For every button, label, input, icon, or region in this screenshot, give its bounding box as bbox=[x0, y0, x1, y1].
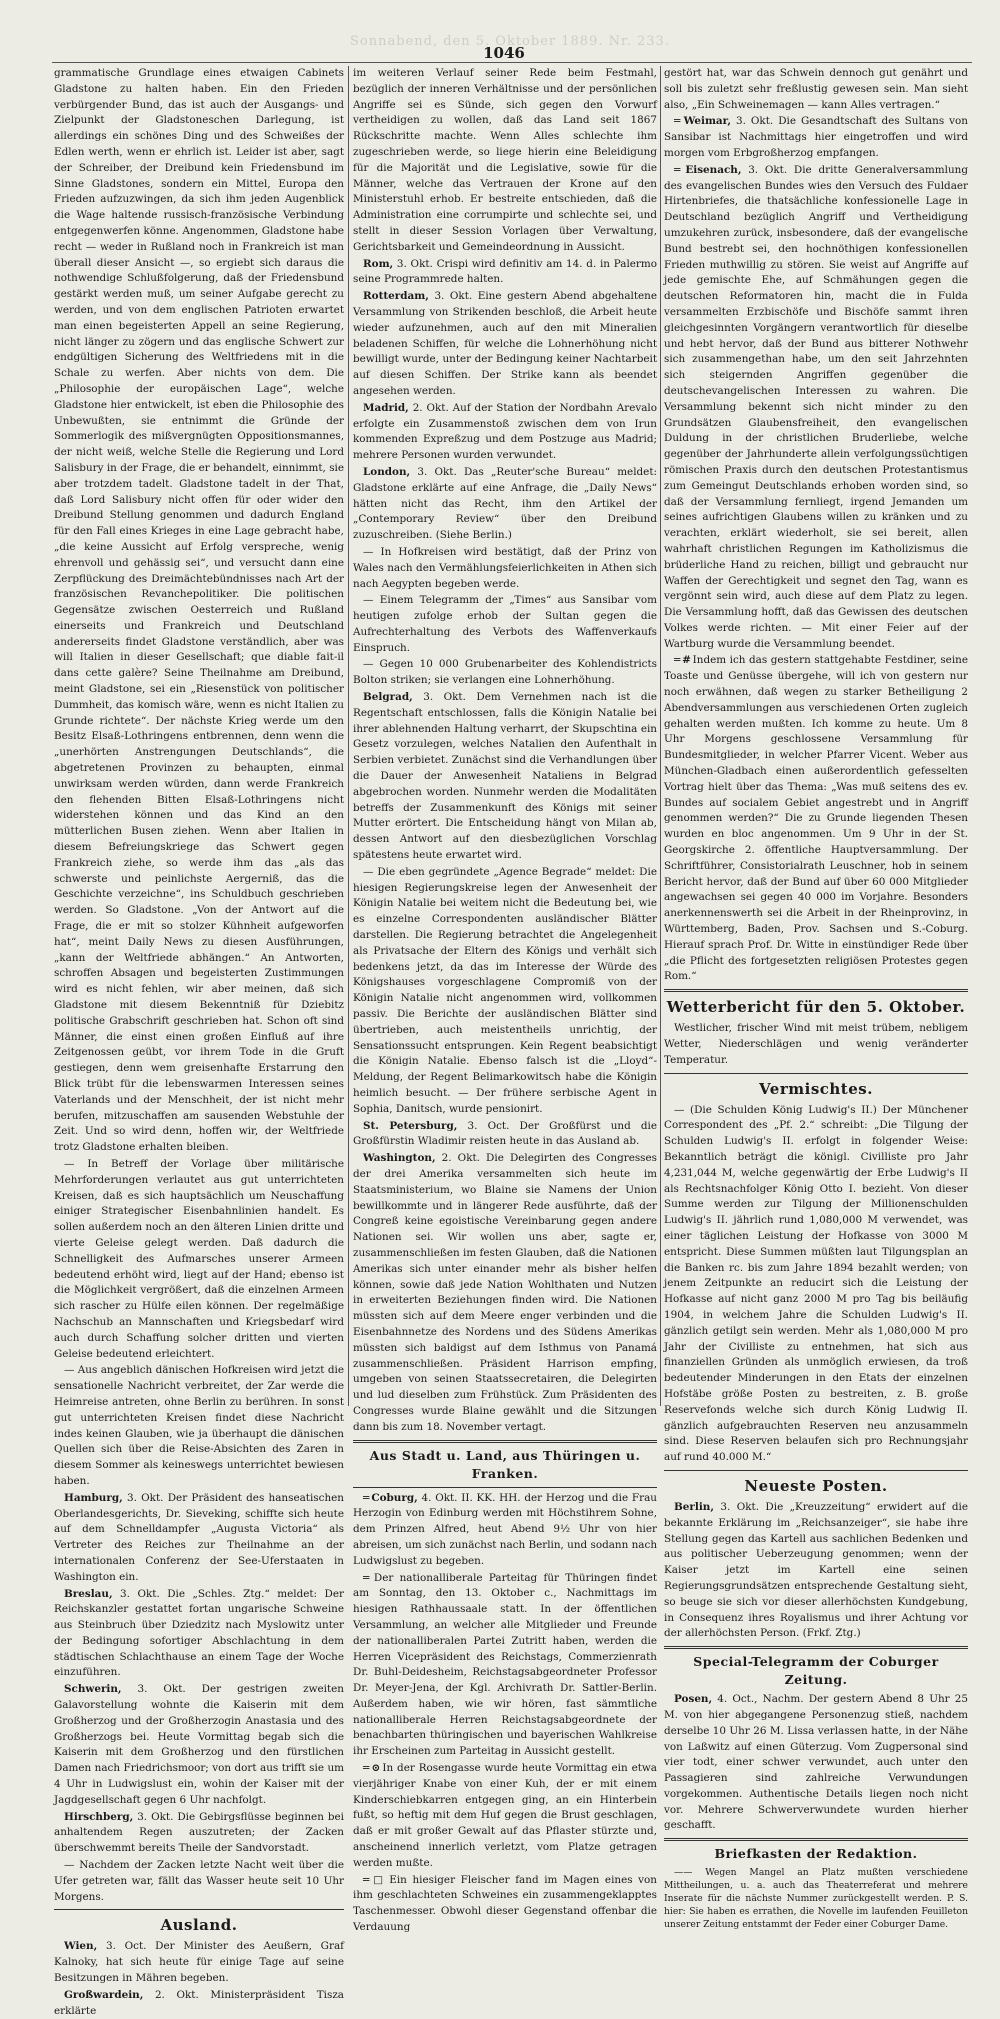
news-item: ═ # Indem ich das gestern stattgehabte Festdiner, seine Toaste und Genüsse übergehe, will ich von gestern nur noch erwähnen, daß wegen zu starker Betheiligung 2 Abendversammlungen aus verschiedenen Orten zugleich gehalten werden mußten. Ich komme zu heute. Um 8 Uhr Morgens geschlossene Versammlung für Bundesmitglieder, in welcher Pfarrer Vicent. Weber aus München-Gladbach einen außerordentlich gefesselten Vortrag hielt über das Thema: „Was muß seitens des ev. Bundes auf socialem Gebiet angestrebt und in Angriff genommen werden?“ Die zu Grunde liegenden Thesen wurden en bloc angenommen. Um 9 Uhr in der St. Georgskirche 2. öffentliche Hauptversammlung. Der Schriftführer, Consistorialrath Leuschner, hob in seinem Bericht hervor, daß der Bund auf über 60 000 Mitglieder angewachsen sei gegen 40 000 im Vorjahre. Besonders anerkennenswerth sei die Arbeit in der Rheinprovinz, in Württemberg, Baden, Prov. Sachsen und S.-Coburg. Hierauf sprach Prof. Dr. Witte in einstündiger Rede über „die Pflicht des fortgesetzten religiösen Protestes gegen Rom.“ bbox=[664, 654, 968, 983]
dateline: Posen, bbox=[674, 1693, 713, 1706]
dateline: Berlin, bbox=[674, 1500, 714, 1513]
separator-mark: ═ # bbox=[674, 654, 693, 667]
column-1 bbox=[54, 66, 344, 2017]
page-header bbox=[0, 0, 1000, 60]
section-rule bbox=[664, 1470, 968, 1471]
article-paragraph: — (Die Schulden König Ludwig's II.) Der Münchener Correspondent des „Pf. 2.“ schreibt: „Die Tilgung der Schulden Ludwig's II. erfolgt in folgender Weise: Bekanntlich beträgt die königl. Civilliste pro Jahr 4,231,044 M, welche gegenwärtig der Erbe Ludwig's II als Rechtsnachfolger König Otto I. bezieht. Von dieser Summe werden zur Tilgung der Millionenschulden Ludwig's II. jährlich rund 1,080,000 M verwendet, was einer täglichen Leistung der Hofkasse von 3000 M entspricht. Diese Summen müßten laut Tilgungsplan an die Banken rc. bis zum Jahre 1894 bezahlt werden; von jenem Zeitpunkte an reducirt sich die Leistung der Hofkasse auf nicht ganz 2000 M pro Tag bis beiläufig 1904, in welchem Jahre die Schulden Ludwig's II. gänzlich getilgt sein werden. Mehr als 1,080,000 M pro Jahr der Civilliste zu entnehmen, hat sich aus finanziellen Gründen als unmöglich erwiesen, da troß bedeutender Minderungen in den Etats der einzelnen Hofstäbe größe Posten zu bestreiten, z. B. große Reservefonds welche sich durch König Ludwig II. gänzlich aufgebrauchten Reserven neu anzusammeln sind. Diese Reserven belaufen sich pro Rechnungsjahr auf rund 40.000 M.“ bbox=[664, 1103, 968, 1464]
column-divider bbox=[660, 66, 661, 1406]
section-heading-news: Neueste Posten. bbox=[744, 1476, 888, 1495]
section-heading-weather: Wetterbericht für den 5. Oktober. bbox=[666, 998, 966, 1017]
section-heading-ausland: Ausland. bbox=[160, 1916, 238, 1935]
section-rule bbox=[664, 989, 968, 992]
dateline: Weimar, bbox=[683, 115, 732, 128]
separator-mark: ═ bbox=[674, 115, 684, 128]
news-item: Madrid, 2. Okt. Auf der Station der Nordbahn Arevalo erfolgte ein Zusammenstoß zwischen dem von Irun kommenden Expreßzug und dem Postzuge aus Madrid; mehrere Personen wurden verwundet. bbox=[353, 401, 657, 462]
dateline: Hirschberg, bbox=[64, 1810, 134, 1823]
dateline: Eisenach, bbox=[685, 163, 742, 176]
section-heading-misc: Vermischtes. bbox=[759, 1079, 873, 1098]
news-item: ═ ⊙ In der Rosengasse wurde heute Vormittag ein etwa vierjähriger Knabe von einer Kuh, der er mit einem Kinderschiebkarren entgegen ging, an ein Hinterbein fußt, so heftig mit dem Huf gegen die Brust geschlagen, daß er mit großer Gewalt auf das Pflaster stürzte und, anscheinend innerlich verletzt, vom Platze getragen werden mußte. bbox=[353, 1762, 658, 1869]
section-rule bbox=[353, 1487, 657, 1488]
news-item: Breslau, 3. Okt. Die „Schles. Ztg.“ meldet: Der Reichskanzler gestattet fortan ungarische Schweine aus Steinbruch über Dziedzitz nach Myslowitz unter der Bedingung sofortiger Abschlachtung in dem städtischen Schlachthause an einem Tage der Woche einzuführen. bbox=[54, 1587, 344, 1679]
section-heading-telegram: Special-Telegramm der Coburger Zeitung. bbox=[693, 1654, 939, 1688]
news-item: Washington, 2. Okt. Die Delegirten des Congresses der drei Amerika versammelten sich heute im Staatsministerium, wo Blaine sie Namens der Union bewillkommte und in längerer Rede ausführte, daß der Congreß keine egoistische Vereinbarung gegen andere Nationen sei. Wir wollen uns aber, sagte er, zusammenschließen im festen Glauben, daß die Nationen Amerikas sich unter einander mehr als bisher helfen können, sowie daß jede Nation Wohlthaten und Nutzen in erweiterten Beziehungen finden wird. Die Nationen müssten sich auf dem Meere enger verbinden und die Eisenbahnnetze des Nordens und des Südens Amerikas müssten sich baldigst auf dem Isthmus von Panamá zusammenschließen. Präsident Harrison empfing, umgeben von seinen Staatssecretairen, die Delegirten und lud dieselben zum Frühstück. Zum Präsidenten des Congresses wurde Blaine gewählt und die Sitzungen dann bis zum 18. November vertagt. bbox=[353, 1152, 657, 1433]
news-item: Rom, 3. Okt. Crispi wird definitiv am 14. d. in Palermo seine Programmrede halten. bbox=[353, 257, 657, 286]
column-divider bbox=[348, 66, 349, 1406]
dateline: Madrid, bbox=[363, 401, 409, 414]
section-heading-local: Aus Stadt u. Land, aus Thüringen u. Franken. bbox=[369, 1447, 641, 1481]
news-item: ═ Eisenach, 3. Okt. Die dritte Generalversammlung des evangelischen Bundes wies den Versuch des Fuldaer Hirtenbriefes, die thatsächliche konfessionelle Lage in Deutschland bezüglich Angriff und Vertheidigung umzukehren zurück, insbesondere, daß der evangelische Bund bestrebt sei, den hochnöthigen konfessionellen Frieden muthwillig zu stören. Sie weist auf Angriffe auf jede gemischte Ehe, auf Schmähungen gegen die deutschen Reformatoren hin, macht die in Fulda versammelten Erzbischöfe und Bischöfe sammt ihren gleichgesinnten Vorgängern verantwortlich für dieselbe und hebt hervor, daß der Bund aus bitterer Nothwehr sich zusammengethan habe, um den seit Jahrzehnten sich steigernden Angriffen gegenüber die deutschevangelischen Interessen zu wahren. Die Versammlung bekennt sich nicht minder zu den Grundsätzen Glaubensfreiheit, den evangelischen Duldung in der christlichen Bruderliebe, welche gegenüber der Jahrhunderte allein verfolgungssüchtigen römischen Praxis durch den deutschen Protestantismus zum Gemeingut Deutschlands erhoben worden sind, so daß der Versammlung fernliegt, irgend Jemanden um seines aufrichtigen Glaubens willen zu kränken und zu verachten, erklärt wiederholt, sie sei bereit, allen wahrhaft christlichen Regungen im Katholizismus die brüderliche Hand zu reichen, billigt und gebraucht nur Waffen der Gerechtigkeit und segnet den Tag, wann es vergönnt sein wird, auch diese auf dem Platz zu legen. Die Versammlung hofft, daß das Gewissen des deutschen Volkes werde richten. — Mit einer Feier auf der Wartburg wurde die Versammlung beendet. bbox=[664, 163, 968, 650]
column-3 bbox=[664, 66, 968, 1931]
news-item: Posen, 4. Oct., Nachm. Der gestern Abend 8 Uhr 25 M. von hier abgegangene Personenzug stieß, nachdem derselbe 10 Uhr 26 M. Lissa verlassen hatte, in der Nähe von Laßwitz auf einen Güterzug. Vom Zugpersonal sind vier todt, einer schwer verwundet, auch unter den Passagieren sind zahlreiche Verwundungen vorgekommen. Authentische Details liegen noch nicht vor. Mehrere Schwerverwundete wurden hierher geschafft. bbox=[664, 1693, 968, 1832]
dateline: Rotterdam, bbox=[363, 290, 429, 303]
news-item: Belgrad, 3. Okt. Dem Vernehmen nach ist die Regentschaft entschlossen, falls die Königin Natalie bei ihrer ablehnenden Haltung verharrt, der Skupschtina ein Gesetz vorzulegen, welches Natalien den Aufenthalt in Serbien verbietet. Zunächst sind die Verhandlungen über die Dauer der Anwesenheit Nataliens in Belgrad abgebrochen worden. Nunmehr werden die Modalitäten betreffs der Zusammenkunft des Königs mit seiner Mutter erörtert. Die Entscheidung hängt von Milan ab, dessen Antwort auf den diesbezüglichen Vorschlag spätestens heute erwartet wird. bbox=[353, 691, 657, 862]
separator-mark: ═ ⊙ bbox=[363, 1762, 383, 1775]
article-paragraph: — In Hofkreisen wird bestätigt, daß der Prinz von Wales nach den Vermählungsfeierlichkeiten in Athen sich nach Aegypten begeben werde. bbox=[353, 545, 657, 590]
section-rule bbox=[54, 1909, 344, 1910]
article-paragraph: im weiteren Verlauf seiner Rede beim Festmahl, bezüglich der inneren Verhältnisse und der persönlichen Angriffe sei es Sünde, sich gegen den Vorwurf vertheidigen zu wollen, daß das Land seit 1867 Rückschritte machte. Wenn Alles schlechte ihm zugeschrieben werde, so liege hierin eine Beleidigung für die Majorität und die Legislative, sowie für die Männer, welche das Vertrauen der Krone auf den Ministerstuhl erhob. Er bestreite entschieden, daß die Administration eine corrumpirte und schlechte sei, und stellt in dieser Session Vorlagen über Verwaltung, Gerichtsbarkeit und Gemeindeordnung in Aussicht. bbox=[353, 67, 657, 253]
news-item: Großwardein, 2. Okt. Ministerpräsident Tisza erklärte bbox=[54, 1988, 344, 2017]
dateline: Hamburg, bbox=[64, 1491, 123, 1504]
dateline: London, bbox=[363, 465, 411, 478]
dateline: Coburg, bbox=[371, 1491, 418, 1504]
article-paragraph: Westlicher, frischer Wind mit meist trübem, nebligem Wetter, Niederschlägen und wenig veränderter Temperatur. bbox=[664, 1022, 968, 1066]
header-rule bbox=[52, 62, 972, 63]
news-item: ═ Coburg, 4. Okt. II. KK. HH. der Herzog und die Frau Herzogin von Edinburg werden mit Höchstihrem Sohne, dem Prinzen Alfred, heut Abend 9½ Uhr von hier abreisen, um sich zunächst nach Berlin, und sodann nach Ludwigslust zu begeben. bbox=[353, 1491, 658, 1567]
column-2 bbox=[353, 66, 658, 1934]
article-paragraph: — Gegen 10 000 Grubenarbeiter des Kohlendistricts Bolton striken; sie verlangen eine Lohnerhöhung. bbox=[353, 658, 657, 687]
news-item: Wien, 3. Oct. Der Minister des Aeußern, Graf Kalnoky, hat sich heute für einige Tage auf seine Besitzungen in Mähren begeben. bbox=[54, 1940, 344, 1985]
news-item: Schwerin, 3. Okt. Der gestrigen zweiten Galavorstellung wohnte die Kaiserin mit dem Großherzog und der Großherzogin Anastasia und des Großherzogs bei. Heute Vormittag begab sich die Kaiserin mit dem Großherzog und den fürstlichen Damen nach Friedrichsmoor; von dort aus trifft sie um 4 Uhr in Ludwigslust ein, wohin der Kaiser mit der Jagdgesellschaft gegen 6 Uhr nachfolgt. bbox=[54, 1683, 344, 1806]
news-item: Berlin, 3. Okt. Die „Kreuzzeitung“ erwidert auf die bekannte Erklärung im „Reichsanzeiger“, sie habe ihre Stellung gegen das Kartell aus sachlichen Bedenken und aus politischer Ueberzeugung genommen; wenn der Kaiser jetzt im Kartell eine seinen Regierungsgrundsätzen entsprechende Gestaltung sieht, so beuge sie sich vor dieser allerhöchsten Kundgebung, in Consequenz ihres Royalismus und ihrer Achtung vor der allerhöchsten Person. (Frkf. Ztg.) bbox=[664, 1500, 968, 1640]
news-item: Hirschberg, 3. Okt. Die Gebirgsflüsse beginnen bei anhaltendem Regen auszutreten; der Zacken überschwemmt bereits Theile der Sandvorstadt. bbox=[54, 1810, 344, 1855]
section-rule bbox=[664, 1073, 968, 1074]
news-item: Rotterdam, 3. Okt. Eine gestern Abend abgehaltene Versammlung von Strikenden beschloß, die Arbeit heute wieder aufzunehmen, auch auf den mit Mineralien beladenen Schiffen, für welche die Lohnerhöhung nicht bewilligt wurde, unter der Bedingung keiner Nachtarbeit auf diesen Schiffen. Der Strike kann als beendet angesehen werden. bbox=[353, 290, 657, 397]
article-paragraph: — Einem Telegramm der „Times“ aus Sansibar vom heutigen zufolge erhob der Sultan gegen die Aufrechterhaltung des Verbots des Waffenverkaufs Einspruch. bbox=[353, 594, 657, 654]
dateline: Breslau, bbox=[64, 1587, 113, 1600]
article-paragraph: —— Wegen Mangel an Platz mußten verschiedene Mittheilungen, u. a. auch das Theaterreferat und mehrere Inserate für die nächste Nummer zurückgestellt werden. P. S. hier: Sie haben es errathen, die Novelle im laufenden Feuilleton unserer Zeitung entstammt der Feder einer Coburger Dame. bbox=[664, 1867, 968, 1931]
article-paragraph: gestört hat, war das Schwein dennoch gut genährt und soll bis zuletzt sehr freßlustig gewesen sein. Man sieht also, „Ein Schweinemagen — kann Alles vertragen.“ bbox=[664, 67, 968, 111]
news-item: St. Petersburg, 3. Oct. Der Großfürst und die Großfürstin Wladimir reisten heute in das Ausland ab. bbox=[353, 1119, 657, 1148]
article-paragraph: grammatische Grundlage eines etwaigen Cabinets Gladstone zu halten haben. Ein den Frieden verbürgender Bund, das ist auch der Ausgangs- und Zielpunkt der Gladstoneschen Darlegung, ist allerdings ein schönes Ding und des Schweißes der Edlen werth, wenn er ehrlich ist. Leider ist aber, sagt der Schreiber, der Dreibund kein Friedensbund im Sinne Gladstones, sondern ein Mittel, Europa den Frieden aufzuzwingen, da sich ihm jeden Augenblick die Wage haltende russisch-französische Verbindung entgegenwerfen könne. Angenommen, Gladstone habe recht — weder in Rußland noch in Frankreich ist man überall dieser Ansicht —, so ergiebt sich daraus die nothwendige Schlußfolgerung, daß der Friedensbund gestärkt werden muß, um seiner Aufgabe gerecht zu werden, und von dem englischen Patrioten erwartet man einen begeisterten Appell an seine Regierung, nicht länger zu zögern und das englische Schwert zur endgültigen Sicherung des Weltfriedens mit in die Schale zu werfen. Aber nichts von dem. Die „Philosophie der europäischen Lage“, welche Gladstone hier entwickelt, ist eben die Philosophie des Unbewußten, sie entnimmt die Gründe der Sommerlogik des mißvergnügten Oppositionsmannes, der nicht weiß, welche Stelle die Regierung und Lord Salisbury in der Frage, die er behandelt, einnimmt, sie aber trotzdem tadelt. Gladstone tadelt in der That, daß Lord Salisbury nicht offen für oder wider den Dreibund Stellung genommen und dadurch England für den Fall eines Krieges in eine Lage gebracht habe, „die keine Aussicht auf Erfolg verspreche, wenig ehrenvoll und gehässig sei“, und versucht dann eine Zerpflückung des Dreimächtebündnisses nach Art der französischen Revanchepolitiker. Die politischen Gegensätze zwischen Oesterreich und Rußland einerseits und Frankreich und Deutschland andererseits findet Gladstone verständlich, aber was will Italien in dieser Gesellschaft; que diable fait-il dans cette galère? Seine Theilnahme am Dreibund, meint Gladstone, sei ein „Riesenstück von politischer Dummheit, das komisch wäre, wenn es nicht Italien zu Grunde richtete“. Der nächste Krieg werde um den Besitz Elsaß-Lothringens entbrennen, denn wenn die „unerhörten Anstrengungen Deutschlands“, die abgetretenen Provinzen zu behaupten, einmal unwirksam werden würden, dann werde Frankreich den flehenden Bitten Elsaß-Lothringens nicht widerstehen können und das Kind an den mütterlichen Busen ziehen. Wenn aber Italien in diesem Befreiungskriege das Schwert gegen Frankreich ziehe, so werde ihm das „als das schwerste und peinlichste Aergerniß, das die Geschichte verzeichne“, ins Schuldbuch geschrieben werden. So Gladstone. „Von der Antwort auf die Frage, die er mit so stolzer Kühnheit aufgeworfen hat“, meint Daily News zu diesen Ausführungen, „kann der Weltfriede abhängen.“ An Antworten, schroffen Absagen und begeisterten Zustimmungen wird es nicht fehlen, wir aber meinen, daß sich Gladstone mit diesem Bekenntniß für Dziebitz politische Grabschrift geschrieben hat. Schon oft sind Männer, die einst einen großen Einfluß auf ihre Zeitgenossen geübt, vor ihrem Tode in die Gruft gestiegen, denn wem greisenhafte Erstarrung den Blick trübt für die lebenswarmen Interessen seines Vaterlands und der Menschheit, der ist nicht mehr berufen, mitzuschaffen am sausenden Webstuhle der Zeit. Und so wird denn, hoffen wir, der Weltfriede trotz Gladstone erhalten bleiben. bbox=[54, 67, 344, 1154]
article-paragraph: — Nachdem der Zacken letzte Nacht weit über die Ufer getreten war, fällt das Wasser heute seit 10 Uhr Morgens. bbox=[54, 1859, 344, 1903]
dateline: Schwerin, bbox=[64, 1683, 122, 1696]
dateline: Wien, bbox=[64, 1940, 98, 1953]
section-rule bbox=[664, 1838, 968, 1841]
article-paragraph: — In Betreff der Vorlage über militärische Mehrforderungen verlautet aus gut unterrichteten Kreisen, daß es sich hauptsächlich um Neuschaffung einiger Strategischer Eisenbahnlinien handelt. Es sollen außerdem noch an den älteren Linien dritte und vierte Geleise gelegt werden. Daß dadurch die Schnelligkeit des Aufmarsches unserer Armeen bedeutend erhöht wird, liegt auf der Hand; ebenso ist die Möglichkeit vergrößert, daß die einzelnen Armeen sich rascher zu Hülfe eilen können. Der regelmäßige Nachschub an Mannschaften und Kriegsbedarf wird auch durch Schaffung solcher dritten und vierten Geleise bedeutend erleichtert. bbox=[54, 1157, 344, 1360]
news-item: Hamburg, 3. Okt. Der Präsident des hanseatischen Oberlandesgerichts, Dr. Sieveking, schiffte sich heute auf dem Schnelldampfer „Augusta Victoria“ als Vertreter des Reiches zur Theilnahme an der internationalen Conferenz der See-Uferstaaten in Washington ein. bbox=[54, 1491, 344, 1583]
news-item: London, 3. Okt. Das „Reuter'sche Bureau“ meldet: Gladstone erklärte auf eine Anfrage, die „Daily News“ hätten nicht das Recht, ihm den Artikel der „Contemporary Review“ über den Dreibund zuzuschreiben. (Siehe Berlin.) bbox=[353, 465, 657, 542]
section-rule bbox=[353, 1440, 657, 1443]
separator-mark: ═ □ bbox=[363, 1873, 390, 1886]
dateline: St. Petersburg, bbox=[363, 1119, 458, 1132]
news-item: ═ □ Ein hiesiger Fleischer fand im Magen eines von ihm geschlachteten Schweines ein zusammengeklapptes Taschenmesser. Obwohl dieser Gegenstand offenbar die Verdauung bbox=[353, 1873, 658, 1934]
show-through-header: Sonnabend, den 5. Oktober 1889. Nr. 233. bbox=[350, 34, 670, 49]
news-item: ═ Der nationalliberale Parteitag für Thüringen findet am Sonntag, den 13. Oktober c., Nachmittags im hiesigen Rathhaussaale statt. In der öffentlichen Versammlung, an welcher alle Mitglieder und Freunde der nationalliberalen Partei Zutritt haben, werden die Herren Vicepräsident des Reichstags, Commerzienrath Dr. Buhl-Deidesheim, Reichstagsabgeordneter Professor Dr. Meyer-Jena, der Kgl. Archivrath Dr. Sattler-Berlin. Außerdem haben, wie wir hören, fast sämmtliche nationalliberale Herren Reichstagsabgeordnete der benachbarten thüringischen und bayerischen Wahlkreise ihr Erscheinen zum Parteitag in Aussicht gestellt. bbox=[353, 1571, 657, 1758]
separator-mark: ═ bbox=[363, 1571, 374, 1584]
news-item: ═ Weimar, 3. Okt. Die Gesandtschaft des Sultans von Sansibar ist Nachmittags hier eingetroffen und wird morgen vom Erbgroßherzog empfangen. bbox=[664, 115, 968, 159]
page-number: 1046 bbox=[483, 44, 525, 62]
separator-mark: ═ bbox=[363, 1491, 372, 1504]
section-rule bbox=[664, 1646, 968, 1649]
section-heading-mailbox: Briefkasten der Redaktion. bbox=[714, 1846, 918, 1862]
dateline: Washington, bbox=[363, 1152, 436, 1165]
dateline: Belgrad, bbox=[363, 691, 413, 704]
dateline: Rom, bbox=[363, 257, 394, 270]
article-paragraph: — Aus angeblich dänischen Hofkreisen wird jetzt die sensationelle Nachricht verbreitet, der Zar werde die Heimreise antreten, ohne Berlin zu berühren. In sonst gut unterrichteten Kreisen findet diese Nachricht indes keinen Glauben, wie ja überhaupt die dänischen Quellen sich über die Reise-Absichten des Zaren in diesem Sommer als keineswegs unterrichtet bewiesen haben. bbox=[54, 1364, 344, 1487]
separator-mark: ═ bbox=[674, 163, 686, 176]
article-paragraph: — Die eben gegründete „Agence Begrade“ meldet: Die hiesigen Regierungskreise legen der Anwesenheit der Königin Natalie bei weitem nicht die Bedeutung bei, wie es einzelne Correspondenten ausländischer Blätter darstellen. Die Regierung betrachtet die Angelegenheit als Privatsache der Eltern des Königs und verhält sich bedenkens jetzt, da das im Interesse der Würde des Königshauses vorgeschlagene Compromiß von der Königin Natalie nicht angenommen wird, vollkommen passiv. Die Berichte der ausländischen Blätter sind übertrieben, auch meistentheils unrichtig, der Sensationssucht entsprungen. Kein Regent beabsichtigt die Königin Natalie. Ebenso falsch ist die „Lloyd“-Meldung, der Regent Belimarkowitsch habe die Königin heimlich besucht. — Der frühere serbische Agent in Sophia, Danitsch, wurde pensionirt. bbox=[353, 865, 657, 1115]
dateline: Großwardein, bbox=[64, 1988, 144, 2001]
